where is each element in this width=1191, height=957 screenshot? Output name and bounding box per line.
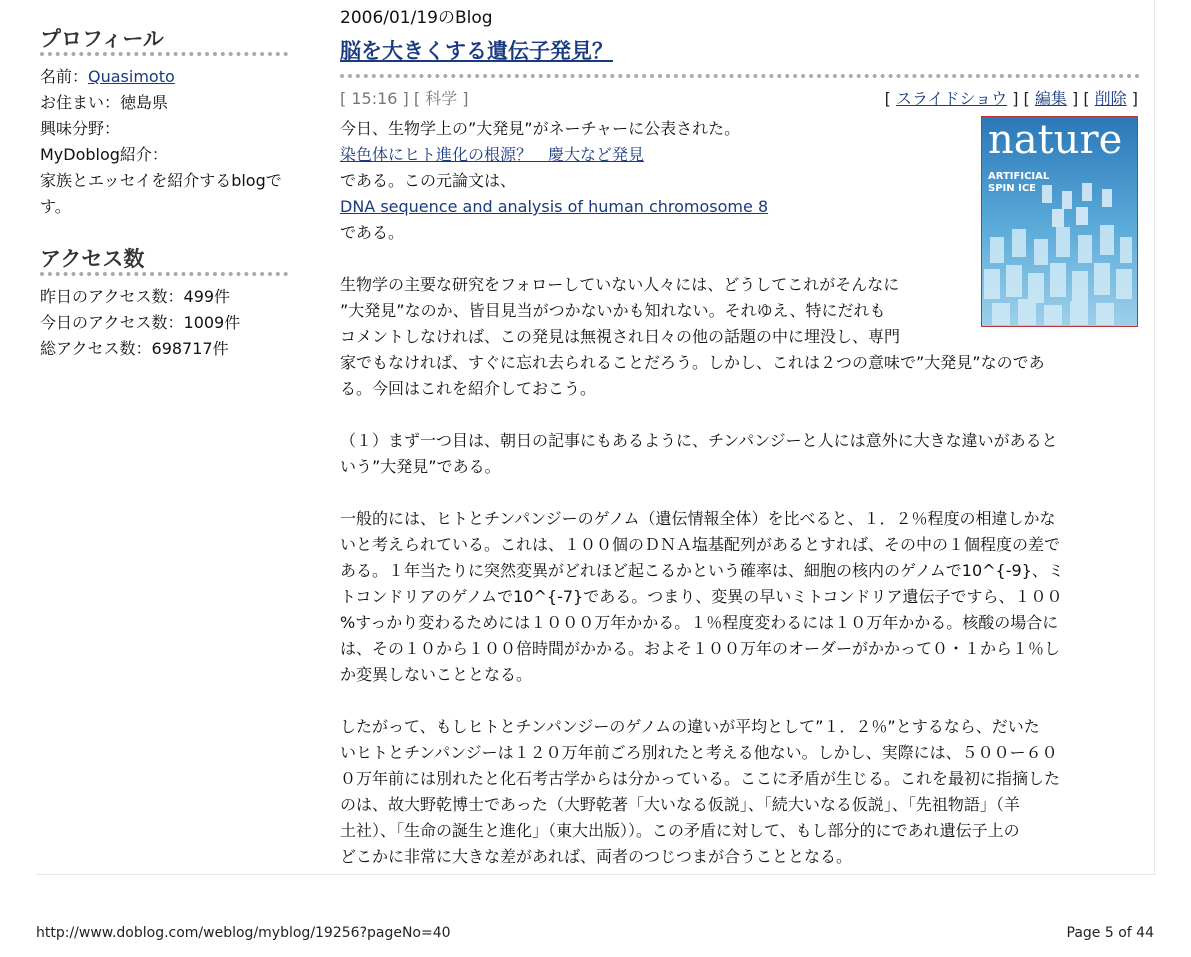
- body-line: ”大発見”なのか、皆目見当がつかないかも知れない。それゆえ、特にだれも: [340, 301, 886, 320]
- post-meta: [340, 84, 1140, 114]
- post-time: [ 15:16 ]: [340, 89, 409, 108]
- post-date: 2006/01/19のBlog: [340, 8, 493, 28]
- footer-url: http://www.doblog.com/weblog/myblog/19256?pageNo=40: [36, 925, 451, 941]
- residence: お住まい：徳島県: [40, 93, 169, 112]
- bracket: ] [: [1066, 89, 1095, 108]
- body-line: 土社）、「生命の誕生と進化」（東大出版））。この矛盾に対して、もし部分的にであれ遺伝子上の: [340, 821, 1020, 840]
- body-line: ０万年前には別れたと化石考古学からは分かっている。ここに矛盾が生じる。これを最初に指摘した: [340, 769, 1061, 788]
- post-title-link[interactable]: 脳を大きくする遺伝子発見？: [340, 39, 613, 63]
- body-line: のは、故大野乾博士であった（大野乾著「大いなる仮説」、「続大いなる仮説」、「先祖物語」（羊: [340, 795, 1020, 814]
- body-line: である。この元論文は、: [340, 171, 517, 190]
- post-actions: [885, 84, 1138, 114]
- bracket: ]: [1126, 89, 1138, 108]
- intro-label: MyDoblog紹介：: [40, 145, 168, 164]
- body-line: コメントしなければ、この発見は無視され日々の他の話題の中に埋没し、専門: [340, 327, 901, 346]
- access-heading: アクセス数: [40, 246, 288, 276]
- footer-page-number: Page 5 of 44: [1066, 925, 1154, 941]
- access-yesterday: 昨日のアクセス数：499件: [40, 287, 231, 306]
- body-line: である。: [340, 223, 405, 242]
- sidebar: [40, 26, 290, 362]
- body-line: 一般的には、ヒトとチンパンジーのゲノム（遺伝情報全体）を比べると、１．２％程度の相違しかな: [340, 509, 1056, 528]
- body-line: したがって、もしヒトとチンパンジーのゲノムの違いが平均として”１．２％”とするなら、だいた: [340, 717, 1040, 736]
- profile-heading: プロフィール: [40, 26, 288, 56]
- cover-caption-1: ARTIFICIAL: [988, 171, 1050, 182]
- body-line: トコンドリアのゲノムで10^{-7}である。つまり、変異の早いミトコンドリア遺伝子ですら、１００: [340, 587, 1063, 606]
- slideshow-link[interactable]: スライドショウ: [895, 89, 1008, 108]
- body-line: 家でもなければ、すぐに忘れ去られることだろう。しかし、これは２つの意味で”大発見”なのであ: [340, 353, 1045, 372]
- post-category: [ 科学 ]: [413, 89, 469, 108]
- cover-caption-2: SPIN ICE: [988, 183, 1036, 194]
- nature-cover-image: [981, 116, 1138, 327]
- article-link[interactable]: 染色体にヒト進化の根源？ 慶大など発見: [340, 145, 645, 164]
- post-title: [340, 36, 613, 66]
- body-line: %すっかり変わるためには１０００万年かかる。１％程度変わるには１０万年かかる。核酸の場合に: [340, 613, 1059, 632]
- body-line: （１）まず一つ目は、朝日の記事にもあるように、チンパンジーと人には意外に大きな違いがあると: [340, 431, 1058, 450]
- body-line: 生物学の主要な研究をフォローしていない人々には、どうしてこれがそんなに: [340, 275, 900, 294]
- body-line: 今日、生物学上の”大発見”がネーチャーに公表された。: [340, 119, 741, 138]
- name-row: [40, 64, 290, 90]
- body-line: る。今回はこれを紹介しておこう。: [340, 379, 597, 398]
- body-line: ある。１年当たりに突然変異がどれほど起こるかという確率は、細胞の核内のゲノムで10^{-9}、ミ: [340, 561, 1064, 580]
- blog-post: [340, 6, 1140, 870]
- edit-link[interactable]: 編集: [1034, 89, 1067, 108]
- author-link[interactable]: Quasimoto: [88, 67, 175, 86]
- body-line: どこかに非常に大きな差があれば、両者のつじつまが合うこととなる。: [340, 847, 853, 866]
- intro-text: 家族とエッセイを紹介するblogです。: [40, 171, 282, 216]
- post-meta-left: [340, 84, 469, 114]
- bracket: ] [: [1007, 89, 1035, 108]
- body-line: いと考えられている。これは、１００個のＤＮＡ塩基配列があるとすれば、その中の１個程度の差で: [340, 535, 1061, 554]
- body-line: か変異しないこととなる。: [340, 665, 533, 684]
- title-divider: [340, 74, 1140, 78]
- nature-word: nature: [988, 117, 1123, 163]
- access-today: 今日のアクセス数：1009件: [40, 313, 241, 332]
- interest: 興味分野：: [40, 119, 121, 138]
- body-line: は、その１０から１００倍時間がかかる。およそ１００万年のオーダーがかかって０・１から１％し: [340, 639, 1061, 658]
- delete-link[interactable]: 削除: [1094, 89, 1127, 108]
- body-line: いヒトとチンパンジーは１２０万年前ごろ別れたと考える他ない。しかし、実際には、５００ー６０: [340, 743, 1058, 762]
- access-total: 総アクセス数：698717件: [40, 339, 229, 358]
- bracket: [: [884, 89, 896, 108]
- paper-link[interactable]: DNA sequence and analysis of human chromosome 8: [340, 197, 769, 216]
- body-line: いう”大発見”である。: [340, 457, 501, 476]
- name-label: 名前：: [40, 67, 89, 86]
